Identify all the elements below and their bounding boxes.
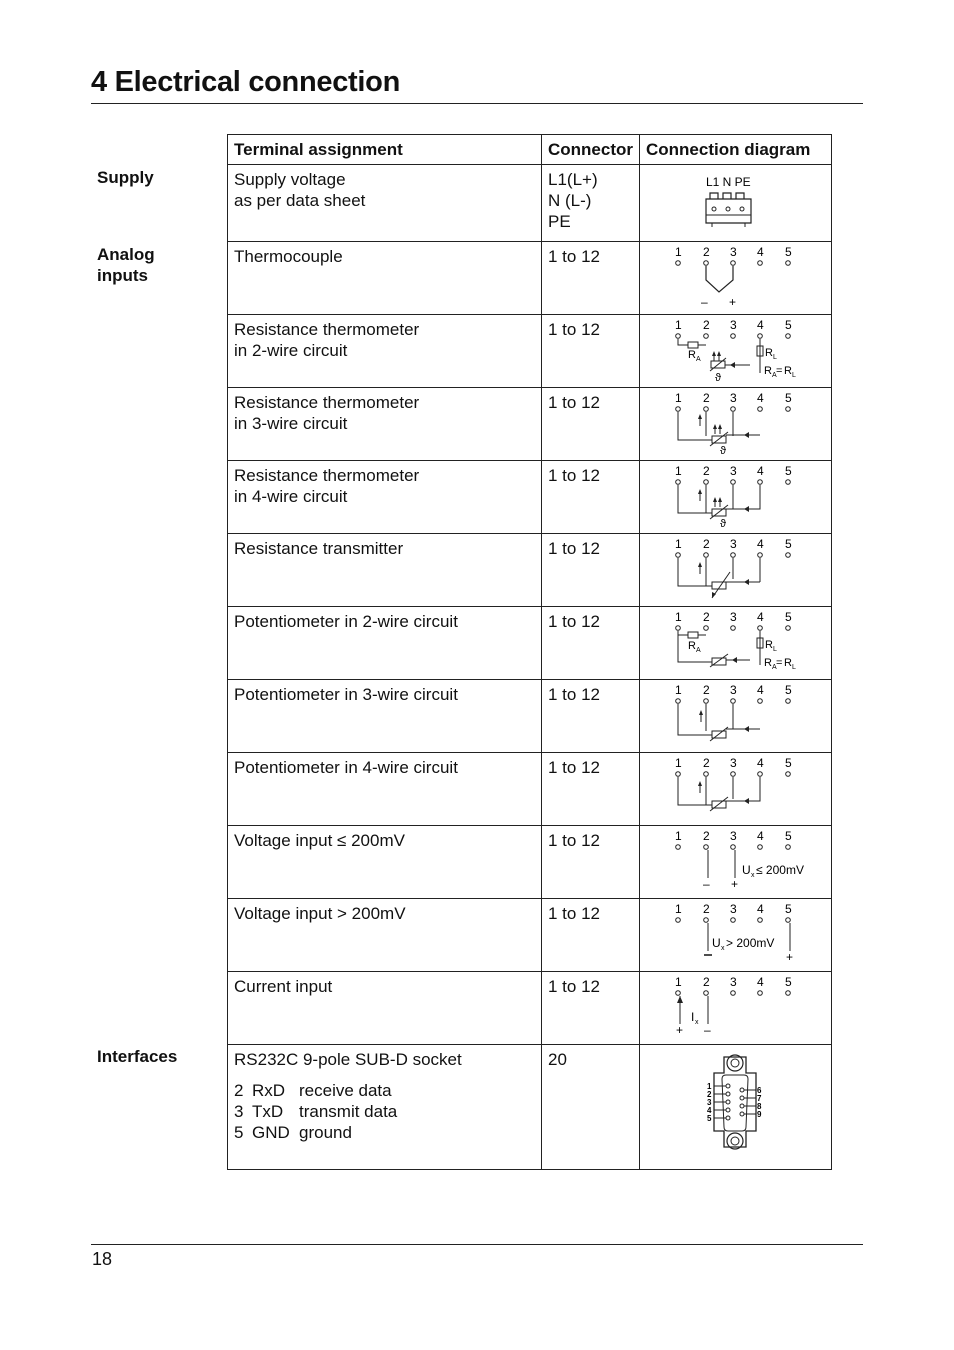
svg-text:–: – <box>701 295 708 309</box>
svg-text:1: 1 <box>707 1082 712 1091</box>
terminal-circle <box>731 845 736 850</box>
connection-table <box>227 134 832 1170</box>
svg-text:R: R <box>764 657 772 669</box>
diagram-cell <box>640 534 832 607</box>
table-row <box>228 388 832 461</box>
terminal-circle <box>758 772 763 777</box>
page-number: 18 <box>92 1249 113 1269</box>
rtd-4wire-diagram <box>640 461 831 533</box>
svg-text:+: + <box>786 950 794 964</box>
svg-text:ϑ: ϑ <box>720 445 727 457</box>
terminal-circle <box>786 261 791 266</box>
terminal-number: 1 <box>675 756 682 770</box>
svg-text:7: 7 <box>757 1094 762 1103</box>
footer-rule <box>91 1244 863 1245</box>
terminal-circle <box>731 772 736 777</box>
terminal-circle <box>676 626 681 631</box>
dsub-pin <box>726 1084 730 1088</box>
table-row <box>228 607 832 680</box>
terminal-number: 4 <box>757 464 764 478</box>
svg-text:2: 2 <box>707 1090 712 1099</box>
dsub-connector-diagram <box>640 1045 831 1169</box>
diagram-cell <box>640 680 832 753</box>
diagram-cell <box>640 899 832 972</box>
connector-cell: 1 to 12 <box>542 972 640 1045</box>
connector-cell: L1(L+) N (L-) PE <box>542 165 640 242</box>
terminal-circle <box>758 845 763 850</box>
terminal-number: 5 <box>785 975 792 989</box>
connector-cell: 1 to 12 <box>542 607 640 680</box>
table-row <box>228 972 832 1045</box>
terminal-circle <box>676 553 681 558</box>
diagram-cell <box>640 315 832 388</box>
terminal-number: 4 <box>757 975 764 989</box>
terminal-circle <box>676 991 681 996</box>
terminal-circle <box>758 626 763 631</box>
terminal-number: 5 <box>785 391 792 405</box>
terminal-number: 2 <box>703 537 710 551</box>
diagram-cell <box>640 242 832 315</box>
pin-list <box>234 1080 535 1143</box>
table-header-row <box>228 135 832 165</box>
terminal-circle <box>786 991 791 996</box>
svg-text:x: x <box>721 945 725 952</box>
terminal-number: 4 <box>757 756 764 770</box>
terminal-circle <box>676 918 681 923</box>
terminal-circle <box>786 845 791 850</box>
potentiometer-3wire-diagram <box>640 680 831 752</box>
diagram-cell <box>640 607 832 680</box>
section-label-interfaces: Interfaces <box>97 1047 178 1066</box>
col-header-terminal: Terminal assignment <box>228 135 542 165</box>
terminal-number: 5 <box>785 245 792 259</box>
terminal-circle <box>758 261 763 266</box>
svg-text:+: + <box>676 1023 684 1037</box>
table-row <box>228 899 832 972</box>
terminal-circle <box>704 991 709 996</box>
terminal-number: 2 <box>703 683 710 697</box>
terminal-cell: Voltage input ≤ 200mV <box>228 826 542 899</box>
diagram-cell <box>640 826 832 899</box>
terminal-number: 1 <box>675 464 682 478</box>
dsub-pin <box>740 1096 744 1100</box>
terminal-circle <box>676 845 681 850</box>
diagram-cell <box>640 972 832 1045</box>
terminal-number: 3 <box>730 975 737 989</box>
svg-text:–: – <box>703 877 710 891</box>
terminal-cell: Potentiometer in 4-wire circuit <box>228 753 542 826</box>
connector-cell: 1 to 12 <box>542 826 640 899</box>
terminal-number: 1 <box>675 902 682 916</box>
terminal-circle <box>786 480 791 485</box>
current-input-diagram <box>640 972 831 1044</box>
connector-cell: 20 <box>542 1045 640 1170</box>
terminal-number: 4 <box>757 318 764 332</box>
terminal-number: 5 <box>785 683 792 697</box>
svg-text:+: + <box>729 295 737 309</box>
terminal-circle <box>786 553 791 558</box>
terminal-circle <box>731 553 736 558</box>
terminal-number: 1 <box>675 975 682 989</box>
terminal-number: 2 <box>703 902 710 916</box>
svg-text:R: R <box>765 347 773 359</box>
svg-text:+: + <box>731 877 739 891</box>
terminal-number: 3 <box>730 245 737 259</box>
table-row <box>228 680 832 753</box>
table-row <box>228 753 832 826</box>
terminal-circle <box>731 918 736 923</box>
terminal-number: 5 <box>785 829 792 843</box>
rtd-2wire-diagram <box>640 315 831 387</box>
connector-cell: 1 to 12 <box>542 534 640 607</box>
terminal-number: 3 <box>730 683 737 697</box>
svg-text:A: A <box>696 647 701 654</box>
terminal-number: 5 <box>785 610 792 624</box>
svg-text:U: U <box>712 936 721 950</box>
svg-text:ϑ: ϑ <box>720 518 727 530</box>
connector-cell: 1 to 12 <box>542 680 640 753</box>
terminal-circle <box>676 772 681 777</box>
svg-text:L: L <box>773 646 777 653</box>
terminal-circle <box>731 407 736 412</box>
col-header-connector: Connector <box>542 135 640 165</box>
dsub-pin <box>726 1092 730 1096</box>
terminal-number: 1 <box>675 318 682 332</box>
terminal-cell: Resistance transmitter <box>228 534 542 607</box>
terminal-cell: Voltage input > 200mV <box>228 899 542 972</box>
terminal-number: 4 <box>757 245 764 259</box>
svg-text:R: R <box>765 639 773 651</box>
svg-text:4: 4 <box>707 1106 712 1115</box>
terminal-number: 2 <box>703 318 710 332</box>
svg-text:A: A <box>772 372 777 379</box>
terminal-number: 4 <box>757 391 764 405</box>
svg-text:–: – <box>704 1023 711 1037</box>
terminal-circle <box>704 553 709 558</box>
table-row <box>228 534 832 607</box>
svg-text:I: I <box>691 1010 695 1024</box>
terminal-number: 3 <box>730 902 737 916</box>
terminal-circle <box>704 845 709 850</box>
terminal-circle <box>758 991 763 996</box>
terminal-circle <box>786 626 791 631</box>
svg-text:U: U <box>742 863 751 877</box>
terminal-circle <box>704 918 709 923</box>
svg-text:3: 3 <box>707 1098 712 1107</box>
terminal-circle <box>731 480 736 485</box>
svg-text:R: R <box>784 657 792 669</box>
terminal-circle <box>786 699 791 704</box>
terminal-number: 3 <box>730 464 737 478</box>
terminal-cell: Potentiometer in 3-wire circuit <box>228 680 542 753</box>
terminal-number: 5 <box>785 902 792 916</box>
thermocouple-diagram <box>640 242 831 314</box>
svg-text:R: R <box>764 365 772 377</box>
terminal-number: 2 <box>703 391 710 405</box>
terminal-number: 5 <box>785 318 792 332</box>
potentiometer-2wire-diagram <box>640 607 831 679</box>
dsub-pin <box>740 1104 744 1108</box>
svg-text:R: R <box>688 349 696 361</box>
terminal-number: 3 <box>730 537 737 551</box>
terminal-number: 4 <box>757 902 764 916</box>
svg-text:R: R <box>688 640 696 652</box>
svg-text:x: x <box>751 872 755 879</box>
terminal-circle <box>786 772 791 777</box>
terminal-circle <box>731 991 736 996</box>
terminal-circle <box>676 261 681 266</box>
connector-cell: 1 to 12 <box>542 388 640 461</box>
dsub-pin <box>740 1088 744 1092</box>
terminal-number: 2 <box>703 464 710 478</box>
pin-row: 2 RxD receive data <box>234 1081 392 1100</box>
terminal-number: 3 <box>730 610 737 624</box>
svg-text:L: L <box>773 354 777 361</box>
terminal-cell: Resistance thermometer in 2-wire circuit <box>228 315 542 388</box>
terminal-number: 5 <box>785 464 792 478</box>
plug-label: L1 N PE <box>706 175 751 189</box>
terminal-number: 4 <box>757 537 764 551</box>
svg-text:5: 5 <box>707 1114 712 1123</box>
rtd-3wire-diagram <box>640 388 831 460</box>
table-row <box>228 315 832 388</box>
terminal-circle <box>786 918 791 923</box>
connector-cell: 1 to 12 <box>542 461 640 534</box>
connector-cell: 1 to 12 <box>542 242 640 315</box>
terminal-circle <box>704 480 709 485</box>
terminal-number: 5 <box>785 756 792 770</box>
terminal-circle <box>676 480 681 485</box>
connector-cell: 1 to 12 <box>542 315 640 388</box>
diagram-cell <box>640 1045 832 1170</box>
terminal-number: 2 <box>703 245 710 259</box>
svg-text:=: = <box>776 365 783 377</box>
terminal-number: 2 <box>703 829 710 843</box>
terminal-circle <box>704 772 709 777</box>
terminal-cell: Thermocouple <box>228 242 542 315</box>
header-rule <box>91 103 863 104</box>
terminal-number: 2 <box>703 610 710 624</box>
svg-text:> 200mV: > 200mV <box>726 936 775 950</box>
terminal-number: 2 <box>703 756 710 770</box>
terminal-circle <box>676 699 681 704</box>
svg-text:A: A <box>696 356 701 363</box>
terminal-circle <box>786 407 791 412</box>
svg-text:L: L <box>792 372 796 379</box>
terminal-number: 1 <box>675 537 682 551</box>
voltage-low-diagram <box>640 826 831 898</box>
terminal-circle <box>704 261 709 266</box>
dsub-pin <box>740 1112 744 1116</box>
diagram-cell <box>640 165 832 242</box>
terminal-number: 3 <box>730 391 737 405</box>
dsub-pin <box>726 1116 730 1120</box>
svg-text:A: A <box>772 664 777 671</box>
terminal-circle <box>704 699 709 704</box>
table-row <box>228 1045 832 1170</box>
terminal-circle <box>676 407 681 412</box>
pin-row: 5 GND ground <box>234 1123 352 1142</box>
terminal-cell: RS232C 9-pole SUB-D socket 2 RxD receive data 3 TxD transmit data 5 GND ground <box>228 1045 542 1170</box>
terminal-circle <box>704 626 709 631</box>
pin-row: 3 TxD transmit data <box>234 1102 398 1121</box>
terminal-number: 1 <box>675 245 682 259</box>
terminal-circle <box>704 407 709 412</box>
terminal-circle <box>676 334 681 339</box>
svg-text:R: R <box>784 365 792 377</box>
terminal-circle <box>731 261 736 266</box>
terminal-number: 1 <box>675 683 682 697</box>
terminal-circle <box>786 334 791 339</box>
terminal-circle <box>758 699 763 704</box>
terminal-number: 4 <box>757 683 764 697</box>
svg-text:ϑ: ϑ <box>715 372 722 384</box>
terminal-circle <box>758 553 763 558</box>
terminal-circle <box>731 626 736 631</box>
resistance-transmitter-diagram <box>640 534 831 606</box>
svg-text:8: 8 <box>757 1102 762 1111</box>
terminal-cell: Supply voltage as per data sheet <box>228 165 542 242</box>
svg-text:6: 6 <box>757 1086 762 1095</box>
terminal-number: 5 <box>785 537 792 551</box>
dsub-pin <box>726 1108 730 1112</box>
terminal-number: 1 <box>675 829 682 843</box>
section-label-supply: Supply <box>97 168 154 187</box>
terminal-number: 1 <box>675 391 682 405</box>
voltage-high-diagram <box>640 899 831 971</box>
terminal-number: 2 <box>703 975 710 989</box>
terminal-circle <box>758 480 763 485</box>
diagram-cell <box>640 461 832 534</box>
terminal-cell: Resistance thermometer in 4-wire circuit <box>228 461 542 534</box>
terminal-number: 4 <box>757 829 764 843</box>
terminal-cell: Current input <box>228 972 542 1045</box>
col-header-diagram: Connection diagram <box>640 135 832 165</box>
terminal-number: 3 <box>730 318 737 332</box>
svg-text:x: x <box>695 1019 699 1026</box>
terminal-number: 1 <box>675 610 682 624</box>
svg-text:9: 9 <box>757 1110 762 1119</box>
diagram-cell <box>640 388 832 461</box>
page-title: 4 Electrical connection <box>91 66 400 98</box>
connector-cell: 1 to 12 <box>542 899 640 972</box>
terminal-circle <box>758 918 763 923</box>
terminal-cell: Potentiometer in 2-wire circuit <box>228 607 542 680</box>
terminal-number: 3 <box>730 756 737 770</box>
table-row <box>228 165 832 242</box>
terminal-circle <box>731 699 736 704</box>
section-label-analog-inputs: Analog inputs <box>97 245 155 285</box>
terminal-cell: Resistance thermometer in 3-wire circuit <box>228 388 542 461</box>
dsub-pin <box>726 1100 730 1104</box>
terminal-circle <box>758 407 763 412</box>
diagram-cell <box>640 753 832 826</box>
terminal-number: 4 <box>757 610 764 624</box>
svg-text:≤ 200mV: ≤ 200mV <box>756 863 804 877</box>
table-row <box>228 826 832 899</box>
connector-cell: 1 to 12 <box>542 753 640 826</box>
terminal-circle <box>758 334 763 339</box>
terminal-circle <box>731 334 736 339</box>
svg-text:L: L <box>792 664 796 671</box>
supply-plug-diagram <box>640 165 831 241</box>
table-row <box>228 242 832 315</box>
svg-text:=: = <box>776 657 783 669</box>
terminal-circle <box>704 334 709 339</box>
terminal-number: 3 <box>730 829 737 843</box>
table-row <box>228 461 832 534</box>
potentiometer-4wire-diagram <box>640 753 831 825</box>
